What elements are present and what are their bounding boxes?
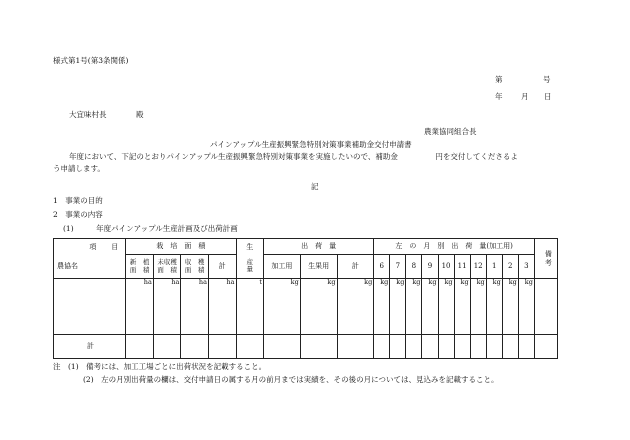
cell <box>534 335 557 359</box>
header-cultivation-area: 栽 培 面 積 <box>126 239 236 255</box>
note-2: (2) 左の月別出荷量の欄は、交付申請日の属する月の前月までは実績を、その後の月については、見込みを記載すること。 <box>83 375 499 384</box>
header-monthly-shipment: 左 の 月 別 出 荷 量(加工用) <box>374 239 535 255</box>
cell <box>390 335 406 359</box>
cell <box>264 335 301 359</box>
header-month: 9 <box>422 255 438 279</box>
date-month-label: 月 <box>521 92 529 101</box>
header-jacoop-name: 農協名 <box>54 255 126 279</box>
unit-kg: kg <box>422 279 438 335</box>
header-month: 2 <box>502 255 518 279</box>
unit-kg: kg <box>438 279 454 335</box>
header-month: 8 <box>406 255 422 279</box>
number-suffix: 号 <box>543 75 551 84</box>
header-remarks: 備考 <box>534 239 557 279</box>
header-new-planting <box>126 255 154 279</box>
header-production-2 <box>236 255 264 279</box>
header-month: 7 <box>390 255 406 279</box>
header-month: 10 <box>438 255 454 279</box>
harvested-line1: 収 穫 <box>184 258 205 267</box>
header-harvested <box>181 255 209 279</box>
cell <box>486 335 502 359</box>
date-year-label: 年 <box>495 92 503 101</box>
unit-t: t <box>236 279 264 335</box>
header-shipment: 出 荷 量 <box>264 239 374 255</box>
cell <box>518 335 534 359</box>
item-purpose: 1 事業の目的 <box>53 196 103 205</box>
cell <box>502 335 518 359</box>
unit-ha: ha <box>153 279 181 335</box>
harvested-line2: 面 積 <box>184 265 205 274</box>
total-row-label: 計 <box>54 335 126 359</box>
unit-ha: ha <box>126 279 154 335</box>
new-planting-line2: 面 積 <box>129 265 150 274</box>
header-shipment-total: 計 <box>337 255 374 279</box>
header-item: 項 目 <box>54 239 126 255</box>
cell <box>208 335 236 359</box>
header-production-1: 生 <box>236 239 264 255</box>
unharvested-line2: 面 積 <box>157 265 177 274</box>
header-fresh: 生果用 <box>300 255 337 279</box>
header-unharvested <box>153 255 181 279</box>
unit-kg: kg <box>486 279 502 335</box>
header-month: 3 <box>518 255 534 279</box>
cell <box>422 335 438 359</box>
unit-kg: kg <box>337 279 374 335</box>
cell <box>181 335 209 359</box>
body-text-line-1: 年度において、下記のとおりパインアップル生産振興緊急特別対策事業を実施したいので、補助金 円を交付してくださるよ <box>69 152 518 161</box>
cell <box>126 335 154 359</box>
unit-ha: ha <box>208 279 236 335</box>
cell <box>470 335 486 359</box>
cell <box>406 335 422 359</box>
cell <box>236 335 264 359</box>
production-plan-table <box>53 238 562 359</box>
sender: 農業協同組合長 <box>424 127 477 136</box>
cell <box>438 335 454 359</box>
cell-remarks <box>534 279 557 335</box>
body-text-line-2: う申請します。 <box>53 164 105 173</box>
header-month: 11 <box>454 255 470 279</box>
production-line2: 産 <box>246 258 254 267</box>
cell-jacoop-name <box>54 279 126 335</box>
unit-kg: kg <box>454 279 470 335</box>
unit-kg: kg <box>390 279 406 335</box>
addressee-honorific: 殿 <box>136 110 144 119</box>
item-content: 2 事業の内容 <box>53 210 103 219</box>
unit-kg: kg <box>502 279 518 335</box>
header-area-total: 計 <box>208 255 236 279</box>
unit-ha: ha <box>181 279 209 335</box>
cell <box>454 335 470 359</box>
header-processing: 加工用 <box>264 255 301 279</box>
unit-kg: kg <box>264 279 301 335</box>
document-title: パインアップル生産振興緊急特別対策事業補助金交付申請書 <box>210 140 412 149</box>
unit-kg: kg <box>300 279 337 335</box>
unit-kg: kg <box>406 279 422 335</box>
cell <box>153 335 181 359</box>
header-month: 1 <box>486 255 502 279</box>
date-day-label: 日 <box>544 92 552 101</box>
ki-heading: 記 <box>311 182 319 191</box>
item-plan-heading: (1) 年度パインアップル生産計画及び出荷計画 <box>63 224 238 233</box>
unharvested-line1: 未収穫 <box>157 258 177 267</box>
cell <box>337 335 374 359</box>
cell <box>374 335 390 359</box>
cell <box>300 335 337 359</box>
production-line3: 量 <box>246 265 254 274</box>
header-month: 6 <box>374 255 390 279</box>
unit-kg: kg <box>374 279 390 335</box>
unit-kg: kg <box>518 279 534 335</box>
number-label: 第 <box>495 75 503 84</box>
new-planting-line1: 新 植 <box>129 258 150 267</box>
note-1: 注 (1) 備考には、加工工場ごとに出荷状況を記載すること。 <box>53 362 267 371</box>
form-number: 様式第1号(第3条関係) <box>53 56 129 65</box>
addressee: 大宜味村長 <box>69 110 107 119</box>
unit-kg: kg <box>470 279 486 335</box>
header-month: 12 <box>470 255 486 279</box>
